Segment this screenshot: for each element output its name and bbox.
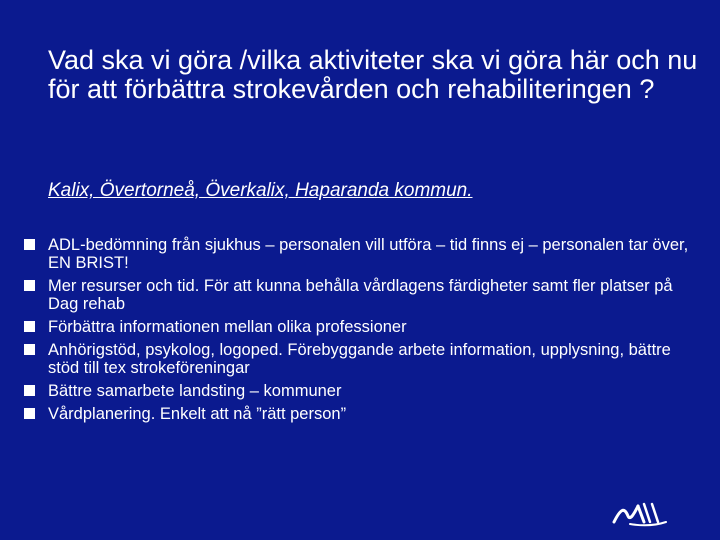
square-bullet-icon: [24, 344, 35, 355]
square-bullet-icon: [24, 408, 35, 419]
bullet-text: Bättre samarbete landsting – kommuner: [48, 382, 342, 400]
bullet-list: [24, 236, 704, 428]
square-bullet-icon: [24, 280, 35, 291]
bullet-item: [24, 277, 704, 313]
slide-title: Vad ska vi göra /vilka aktiviteter ska vi göra här och nu för att förbättra strokevården och rehabiliteringen ?: [48, 45, 698, 104]
bullet-text: Vårdplanering. Enkelt att nå ”rätt person”: [48, 405, 347, 423]
organization-logo-icon: [610, 496, 670, 530]
bullet-item: [24, 405, 704, 423]
bullet-text: ADL-bedömning från sjukhus – personalen vill utföra – tid finns ej – personalen tar över, EN BRIST!: [48, 236, 689, 272]
square-bullet-icon: [24, 239, 35, 250]
slide-subtitle: Kalix, Övertorneå, Överkalix, Haparanda kommun.: [48, 180, 473, 201]
square-bullet-icon: [24, 321, 35, 332]
bullet-text: Förbättra informationen mellan olika professioner: [48, 318, 407, 336]
bullet-item: [24, 341, 704, 377]
bullet-item: [24, 382, 704, 400]
bullet-item: [24, 236, 704, 272]
bullet-text: Anhörigstöd, psykolog, logoped. Förebyggande arbete information, upplysning, bättre stöd till tex strokeföreningar: [48, 341, 671, 377]
square-bullet-icon: [24, 385, 35, 396]
bullet-text: Mer resurser och tid. För att kunna behålla vårdlagens färdigheter samt fler platser på Dag rehab: [48, 277, 673, 313]
bullet-item: [24, 318, 704, 336]
